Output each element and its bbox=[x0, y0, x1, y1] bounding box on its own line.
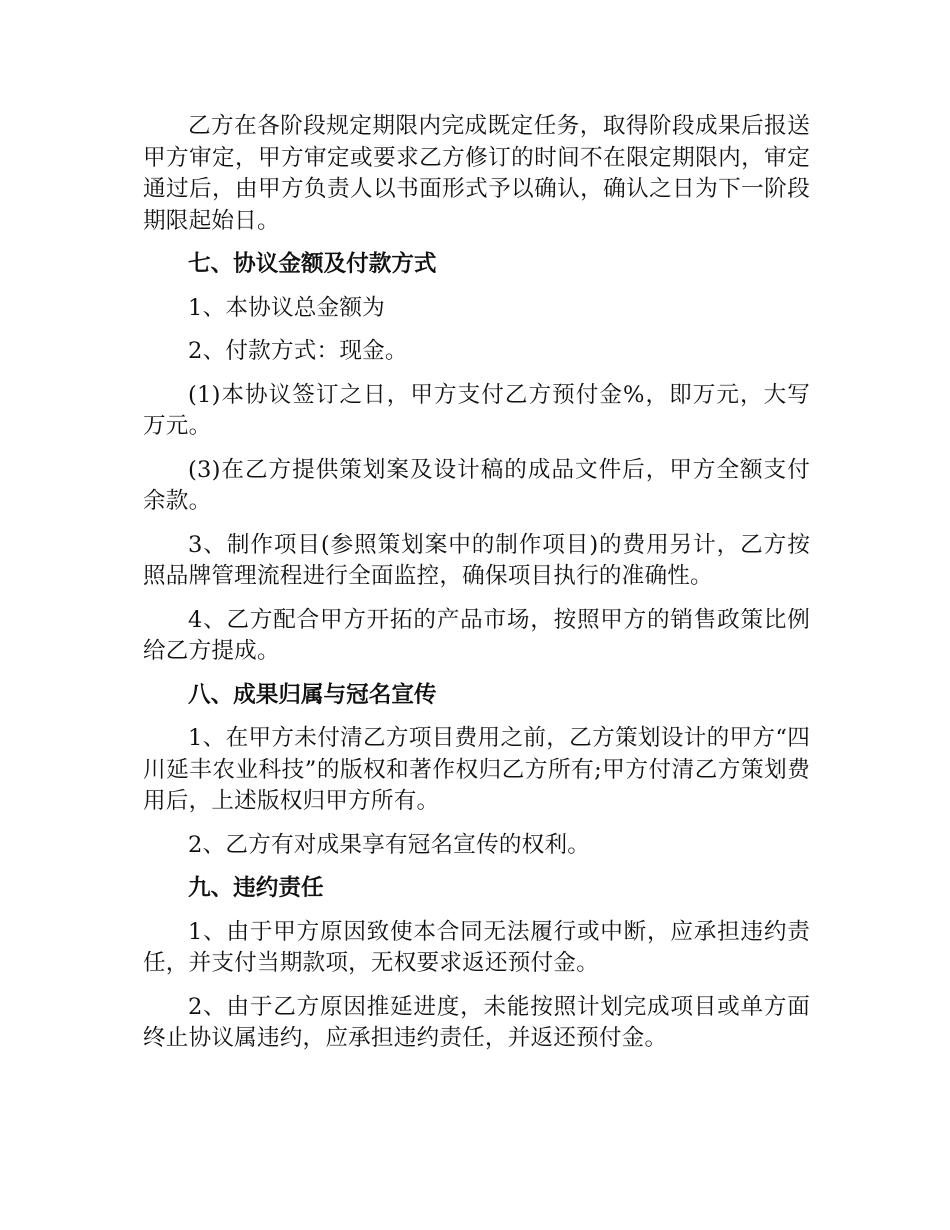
clause-7-2-1: (1)本协议签订之日，甲方支付乙方预付金%，即万元，大写万元。 bbox=[143, 381, 810, 439]
clause-7-4: 4、乙方配合甲方开拓的产品市场，按照甲方的销售政策比例给乙方提成。 bbox=[143, 606, 810, 664]
clause-7-3: 3、制作项目(参照策划案中的制作项目)的费用另计，乙方按照品牌管理流程进行全面监控，确保项目执行的准确性。 bbox=[143, 531, 810, 589]
clause-7-1: 1、本协议总金额为 bbox=[188, 294, 385, 321]
clause-9-2: 2、由于乙方原因推延进度，未能按照计划完成项目或单方面终止协议属违约，应承担违约责任，并返还预付金。 bbox=[143, 993, 810, 1051]
section-heading-9: 九、违约责任 bbox=[188, 875, 324, 901]
clause-7-2: 2、付款方式：现金。 bbox=[188, 338, 408, 364]
section-heading-7: 七、协议金额及付款方式 bbox=[188, 251, 437, 277]
clause-7-2-3: (3)在乙方提供策划案及设计稿的成品文件后，甲方全额支付余款。 bbox=[143, 456, 810, 514]
clause-9-1: 1、由于甲方原因致使本合同无法履行或中断，应承担违约责任，并支付当期款项，无权要求返还预付金。 bbox=[143, 918, 810, 976]
section-heading-8: 八、成果归属与冠名宣传 bbox=[188, 681, 437, 708]
clause-8-2: 2、乙方有对成果享有冠名宣传的权利。 bbox=[188, 831, 591, 858]
document-page bbox=[143, 111, 810, 1067]
clause-8-1: 1、在甲方未付清乙方项目费用之前，乙方策划设计的甲方“四川延丰农业科技”的版权和著作权归乙方所有;甲方付清乙方策划费用后，上述版权归甲方所有。 bbox=[143, 725, 810, 814]
paragraph-stage-approval: 乙方在各阶段规定期限内完成既定任务，取得阶段成果后报送甲方审定，甲方审定或要求乙方修订的时间不在限定期限内，审定通过后，由甲方负责人以书面形式予以确认，确认之日为下一阶段期限起始日。 bbox=[143, 113, 810, 234]
